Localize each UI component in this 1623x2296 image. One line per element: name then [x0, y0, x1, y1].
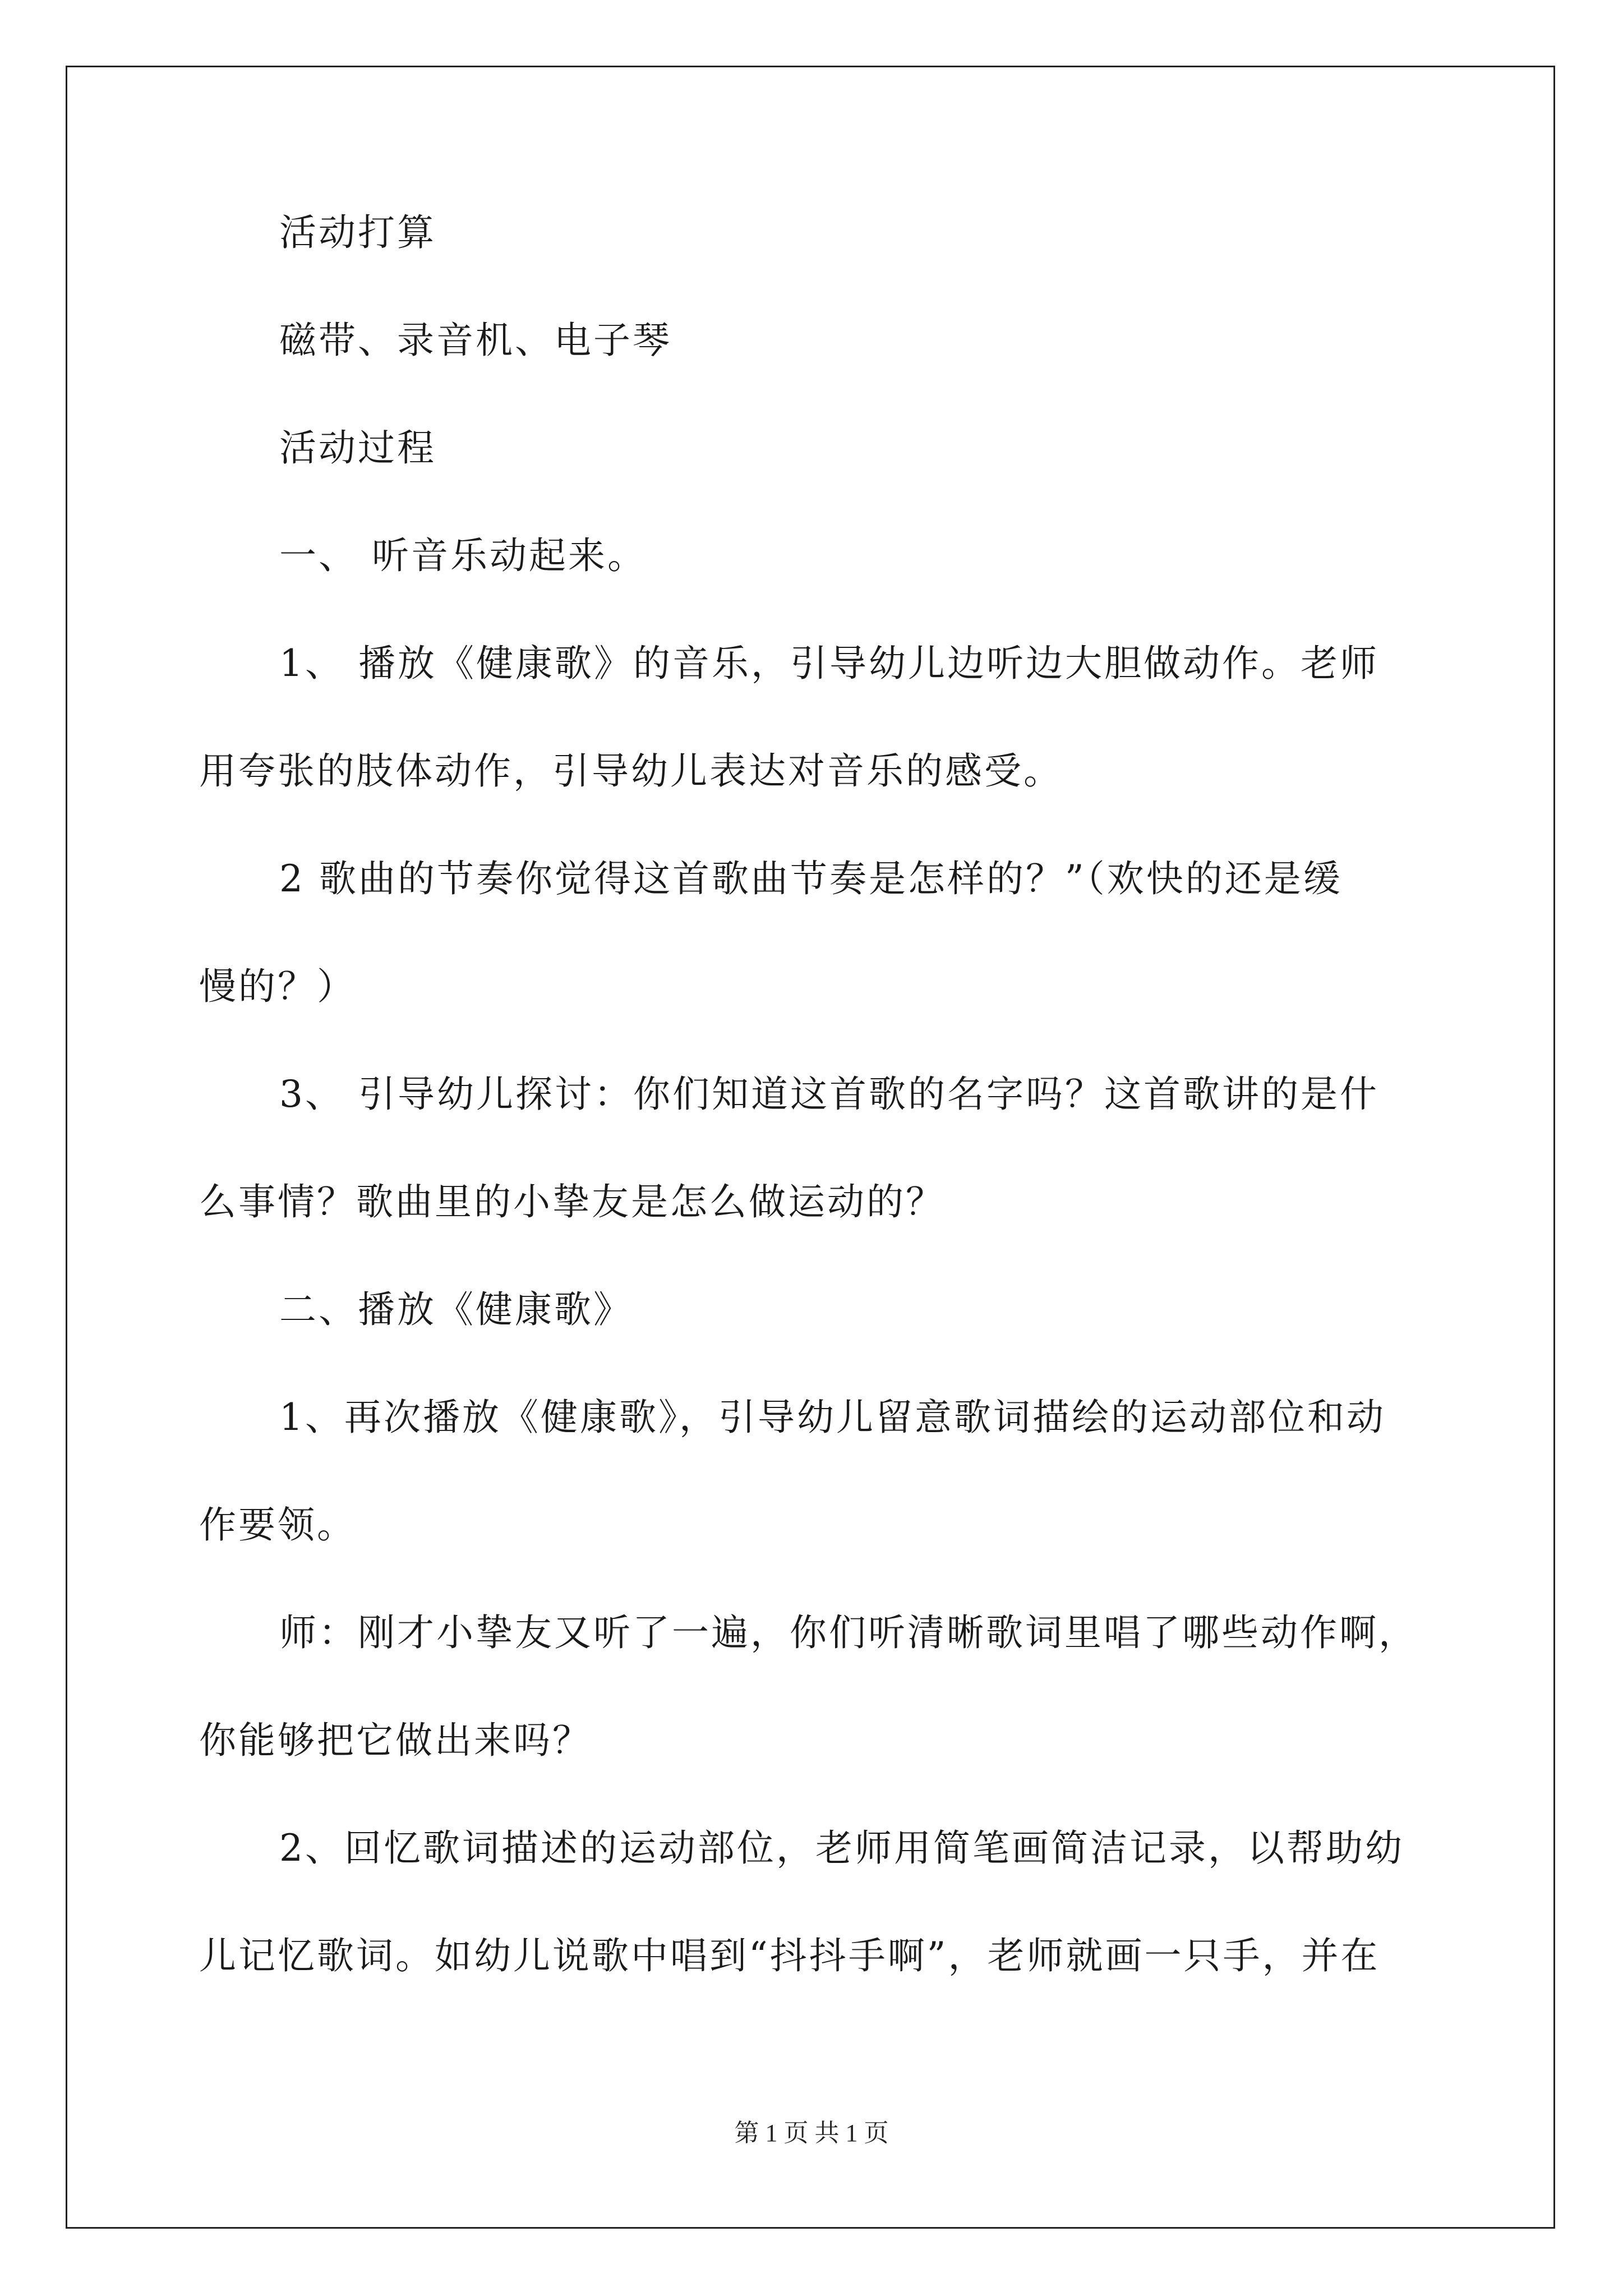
- paragraph-line: 一、 听音乐动起来。: [279, 534, 647, 577]
- paragraph-line: 2 歌曲的节奏你觉得这首歌曲节奏是怎样的？”（欢快的还是缓: [279, 857, 1343, 900]
- paragraph-line: 1、 播放《健康歌》的音乐，引导幼儿边听边大胆做动作。老师: [279, 642, 1379, 685]
- paragraph-line: 你能够把它做出来吗？: [199, 1719, 592, 1762]
- paragraph-line: 用夸张的肢体动作，引导幼儿表达对音乐的感受。: [199, 749, 1063, 793]
- page-border: [66, 66, 1555, 2229]
- paragraph-line: 2、回忆歌词描述的运动部位，老师用简笔画简洁记录，以帮助幼: [279, 1826, 1404, 1870]
- paragraph-line: 儿记忆歌词。如幼儿说歌中唱到“抖抖手啊”，老师就画一只手，并在: [199, 1934, 1380, 1977]
- page-number-footer: 第 1 页 共 1 页: [734, 2119, 889, 2147]
- paragraph-line: 活动打算: [279, 211, 436, 254]
- paragraph-line: 3、 引导幼儿探讨：你们知道这首歌的名字吗？这首歌讲的是什: [279, 1073, 1379, 1116]
- paragraph-line: 磁带、录音机、电子琴: [279, 319, 672, 362]
- paragraph-line: 1、再次播放《健康歌》，引导幼儿留意歌词描绘的运动部位和动: [279, 1396, 1386, 1439]
- paragraph-line: 师：刚才小挚友又听了一遍，你们听清晰歌词里唱了哪些动作啊，: [279, 1611, 1418, 1654]
- paragraph-line: 慢的？）: [199, 965, 356, 1008]
- paragraph-line: 活动过程: [279, 426, 436, 470]
- paragraph-line: 作要领。: [199, 1503, 356, 1547]
- paragraph-line: 么事情？歌曲里的小挚友是怎么做运动的？: [199, 1180, 945, 1223]
- paragraph-line: 二、播放《健康歌》: [279, 1288, 633, 1331]
